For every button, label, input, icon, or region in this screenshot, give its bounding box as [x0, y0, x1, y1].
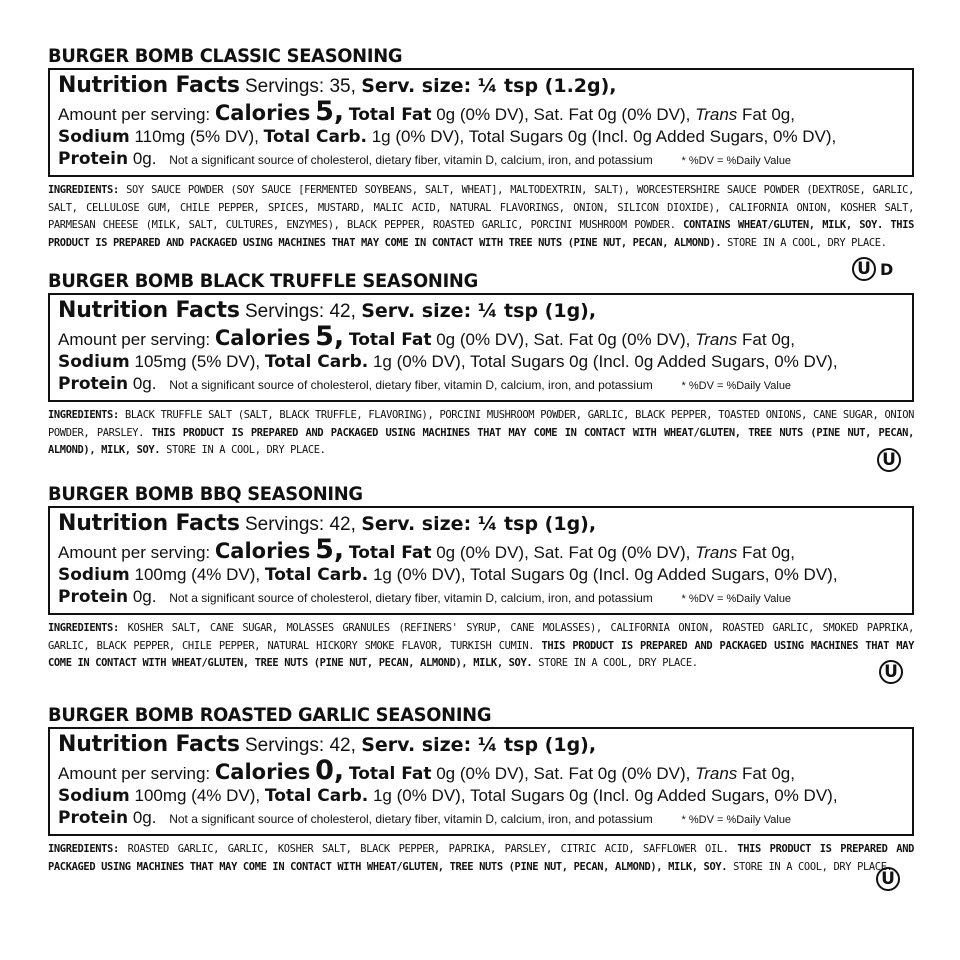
nutrition-facts-box — [48, 727, 914, 836]
trans-label: Trans — [695, 330, 738, 349]
servings: Servings: 42, — [245, 514, 356, 535]
ingredients: INGREDIENTS: ROASTED GARLIC, GARLIC, KOSHER SALT, BLACK PEPPER, PAPRIKA, PARSLEY, CITRIC ACID, SAFFLOWER OIL. THIS PRODUCT IS PREPARED AND PACKAGED USING MACHINES THAT MAY COME IN CONTACT WITH WHEAT/GLUTEN, TREE NUTS (PINE NUT, PECAN, ALMOND), MILK, SOY. STORE IN A COOL, DRY PLACE. — [48, 843, 915, 873]
servings: Servings: 35, — [245, 76, 356, 97]
ingredients: INGREDIENTS: KOSHER SALT, CANE SUGAR, MOLASSES GRANULES (REFINERS' SYRUP, CANE MOLASSES), CALIFORNIA ONION, ROASTED GARLIC, SMOKED PAPRIKA, GARLIC, BLACK PEPPER, CHILE PEPPER, NATURAL HICKORY SMOKE FLAVOR, TURKISH CUMIN. THIS PRODUCT IS PREPARED AND PACKAGED USING MACHINES THAT MAY COME IN CONTACT WITH WHEAT/GLUTEN, TREE NUTS (PINE NUT, PECAN, ALMOND), MILK, SOY. STORE IN A COOL, DRY PLACE. — [48, 622, 915, 669]
trans-fat-value: Fat 0g, — [742, 764, 795, 783]
trans-label: Trans — [695, 105, 738, 124]
protein-value: 0g. — [132, 587, 157, 606]
nutrition-facts-box — [48, 293, 914, 402]
kosher-u-icon: U — [879, 660, 903, 684]
total-carb-value: 1g (0% DV), Total Sugars 0g (Incl. 0g Added Sugars, 0% DV), — [372, 352, 838, 371]
kosher-symbol — [877, 448, 901, 472]
protein-label: Protein — [58, 808, 129, 828]
total-fat-label: Total Fat — [348, 764, 432, 784]
protein-label: Protein — [58, 587, 129, 607]
total-carb-value: 1g (0% DV), Total Sugars 0g (Incl. 0g Added Sugars, 0% DV), — [372, 565, 838, 584]
total-carb-label: Total Carb. — [263, 127, 367, 147]
nutrition-facts-heading: Nutrition Facts — [58, 511, 240, 536]
serving-size: Serv. size: ¼ tsp (1g), — [361, 300, 597, 322]
product-title: BURGER BOMB BBQ SEASONING — [48, 483, 363, 505]
label-roasted-garlic — [48, 703, 914, 876]
calories-label: Calories — [214, 326, 311, 350]
total-fat-label: Total Fat — [348, 543, 432, 563]
total-carb-label: Total Carb. — [264, 786, 369, 806]
total-fat-label: Total Fat — [348, 105, 432, 125]
sodium-value: 110mg (5% DV), — [134, 127, 259, 146]
calories-label: Calories — [214, 539, 311, 563]
total-fat-value: 0g (0% DV), Sat. Fat 0g (0% DV), — [436, 105, 691, 124]
product-title: BURGER BOMB ROASTED GARLIC SEASONING — [48, 704, 492, 726]
protein-value: 0g. — [132, 808, 157, 827]
amount-per-serving: Amount per serving: — [58, 764, 211, 783]
calories-value: 5, — [315, 96, 345, 127]
label-bbq — [48, 482, 914, 673]
dv-note: * %DV = %Daily Value — [681, 380, 792, 392]
sodium-value: 100mg (4% DV), — [134, 565, 261, 584]
amount-per-serving: Amount per serving: — [58, 330, 211, 349]
servings: Servings: 42, — [245, 301, 356, 322]
calories-value: 5, — [315, 321, 345, 352]
kosher-symbol — [879, 660, 903, 684]
kosher-u-icon: U — [876, 867, 900, 891]
total-fat-value: 0g (0% DV), Sat. Fat 0g (0% DV), — [436, 764, 691, 783]
not-significant-note: Not a significant source of cholesterol, dietary fiber, vitamin D, calcium, iron, and potassium — [169, 591, 653, 605]
label-classic — [48, 44, 914, 252]
dv-note: * %DV = %Daily Value — [681, 814, 792, 826]
protein-value: 0g. — [132, 374, 157, 393]
calories-label: Calories — [214, 101, 311, 125]
ingredients: INGREDIENTS: BLACK TRUFFLE SALT (SALT, BLACK TRUFFLE, FLAVORING), PORCINI MUSHROOM POWDER, GARLIC, BLACK PEPPER, TOASTED ONIONS, CANE SUGAR, ONION POWDER, PARSLEY. THIS PRODUCT IS PREPARED AND PACKAGED USING MACHINES THAT MAY COME IN CONTACT WITH WHEAT/GLUTEN, TREE NUTS (PINE NUT, PECAN, ALMOND), MILK, SOY. STORE IN A COOL, DRY PLACE. — [48, 409, 914, 456]
nutrition-facts-heading: Nutrition Facts — [58, 298, 240, 323]
not-significant-note: Not a significant source of cholesterol, dietary fiber, vitamin D, calcium, iron, and potassium — [169, 378, 653, 392]
sodium-value: 105mg (5% DV), — [134, 352, 261, 371]
protein-value: 0g. — [132, 149, 157, 168]
trans-label: Trans — [695, 543, 738, 562]
trans-fat-value: Fat 0g, — [742, 543, 795, 562]
nutrition-facts-heading: Nutrition Facts — [58, 732, 240, 757]
serving-size: Serv. size: ¼ tsp (1.2g), — [361, 75, 617, 97]
amount-per-serving: Amount per serving: — [58, 543, 211, 562]
total-fat-label: Total Fat — [348, 330, 432, 350]
protein-label: Protein — [58, 149, 129, 169]
servings: Servings: 42, — [245, 735, 356, 756]
nutrition-facts-box — [48, 68, 914, 177]
kosher-u-icon: U — [877, 448, 901, 472]
calories-value: 5, — [315, 534, 345, 565]
dairy-d-letter: D — [880, 259, 894, 279]
dv-note: * %DV = %Daily Value — [681, 155, 792, 167]
total-fat-value: 0g (0% DV), Sat. Fat 0g (0% DV), — [436, 330, 691, 349]
ingredients: INGREDIENTS: SOY SAUCE POWDER (SOY SAUCE [FERMENTED SOYBEANS, SALT, WHEAT], MALTODEXTRIN, SALT), WORCESTERSHIRE SAUCE POWDER (DEXTROSE, GARLIC, SALT, CELLULOSE GUM, CHILE PEPPER, SPICES, MUSTARD, MALIC ACID, NATURAL FLAVORINGS, ONION, SILICON DIOXIDE), CALIFORNIA ONION, KOSHER SALT, PARMESAN CHEESE (MILK, SALT, CULTURES, ENZYMES), BLACK PEPPER, ROASTED GARLIC, PORCINI MUSHROOM POWDER. CONTAINS WHEAT/GLUTEN, MILK, SOY. THIS PRODUCT IS PREPARED AND PACKAGED USING MACHINES THAT MAY COME IN CONTACT WITH TREE NUTS (PINE NUT, PECAN, ALMOND). STORE IN A COOL, DRY PLACE. — [48, 184, 915, 249]
calories-label: Calories — [214, 760, 311, 784]
sodium-label: Sodium — [58, 352, 130, 372]
sodium-label: Sodium — [58, 565, 130, 585]
total-fat-value: 0g (0% DV), Sat. Fat 0g (0% DV), — [436, 543, 691, 562]
calories-value: 0, — [315, 755, 345, 786]
dv-note: * %DV = %Daily Value — [681, 593, 792, 605]
trans-label: Trans — [695, 764, 738, 783]
label-black-truffle — [48, 269, 914, 460]
total-carb-label: Total Carb. — [264, 352, 369, 372]
trans-fat-value: Fat 0g, — [742, 105, 795, 124]
trans-fat-value: Fat 0g, — [742, 330, 795, 349]
nutrition-facts-heading: Nutrition Facts — [58, 73, 240, 98]
product-title: BURGER BOMB CLASSIC SEASONING — [48, 45, 403, 67]
serving-size: Serv. size: ¼ tsp (1g), — [361, 734, 597, 756]
total-carb-value: 1g (0% DV), Total Sugars 0g (Incl. 0g Added Sugars, 0% DV), — [372, 786, 838, 805]
total-carb-value: 1g (0% DV), Total Sugars 0g (Incl. 0g Added Sugars, 0% DV), — [371, 127, 837, 146]
sodium-value: 100mg (4% DV), — [134, 786, 261, 805]
protein-label: Protein — [58, 374, 129, 394]
product-title: BURGER BOMB BLACK TRUFFLE SEASONING — [48, 270, 478, 292]
not-significant-note: Not a significant source of cholesterol, dietary fiber, vitamin D, calcium, iron, and potassium — [169, 153, 653, 167]
amount-per-serving: Amount per serving: — [58, 105, 211, 124]
sodium-label: Sodium — [58, 127, 130, 147]
sodium-label: Sodium — [58, 786, 130, 806]
total-carb-label: Total Carb. — [264, 565, 369, 585]
nutrition-facts-box — [48, 506, 914, 615]
kosher-u-icon: U — [852, 257, 876, 281]
serving-size: Serv. size: ¼ tsp (1g), — [361, 513, 597, 535]
kosher-symbol — [876, 867, 900, 891]
not-significant-note: Not a significant source of cholesterol, dietary fiber, vitamin D, calcium, iron, and potassium — [169, 812, 653, 826]
